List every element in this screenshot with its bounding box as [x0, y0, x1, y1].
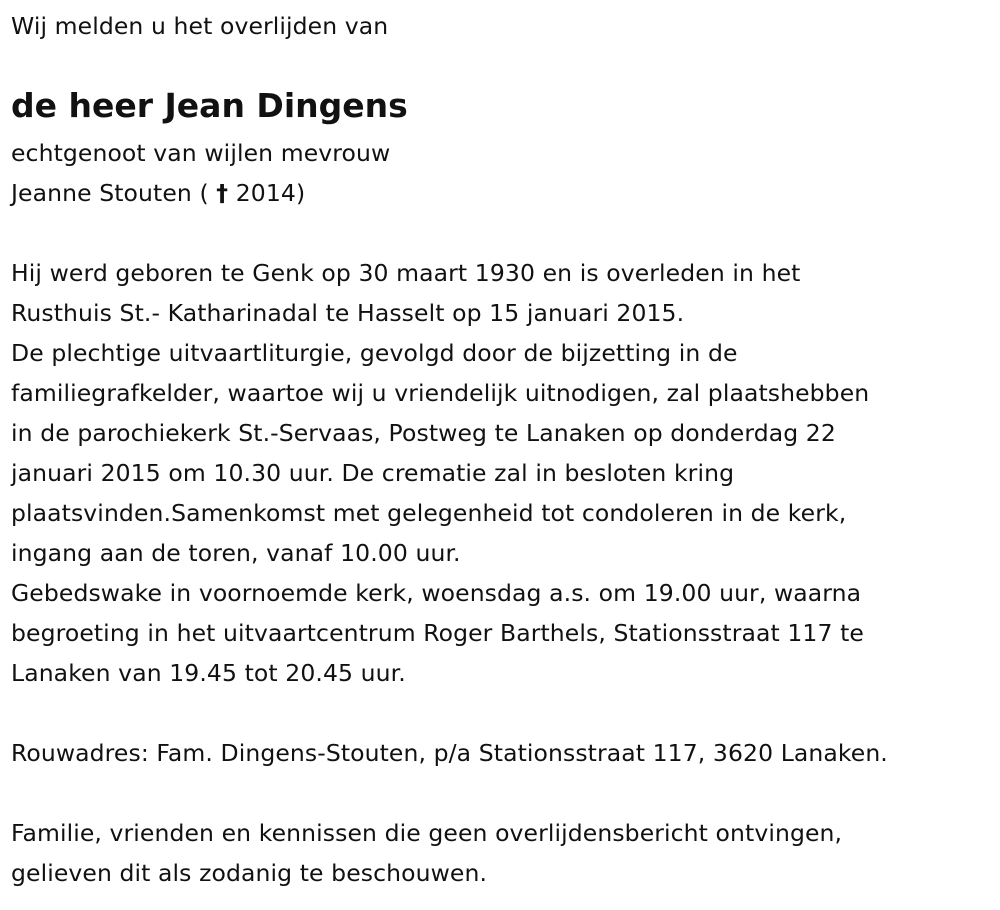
body-line: familiegrafkelder, waartoe wij u vriendelijk uitnodigen, zal plaatshebben	[11, 379, 870, 407]
spouse-name-line	[11, 173, 305, 213]
mourning-address: Rouwadres: Fam. Dingens-Stouten, p/a Stationsstraat 117, 3620 Lanaken.	[11, 739, 888, 767]
body-line: januari 2015 om 10.30 uur. De crematie zal in besloten kring	[11, 459, 735, 487]
body-line: plaatsvinden.Samenkomst met gelegenheid tot condoleren in de kerk,	[11, 499, 847, 527]
deceased-name: de heer Jean Dingens	[11, 86, 408, 125]
closing-line: Familie, vrienden en kennissen die geen overlijdensbericht ontvingen,	[11, 819, 843, 847]
spouse-description: echtgenoot van wijlen mevrouw	[11, 139, 391, 167]
body-line: Lanaken van 19.45 tot 20.45 uur.	[11, 659, 406, 687]
body-line: Gebedswake in voornoemde kerk, woensdag a.s. om 19.00 uur, waarna	[11, 579, 862, 607]
cross-icon: †	[216, 179, 229, 207]
spouse-death-year: 2014)	[235, 179, 306, 207]
body-line: begroeting in het uitvaartcentrum Roger Barthels, Stationsstraat 117 te	[11, 619, 864, 647]
body-line: Hij werd geboren te Genk op 30 maart 1930 en is overleden in het	[11, 259, 801, 287]
body-line: Rusthuis St.- Katharinadal te Hasselt op 15 januari 2015.	[11, 299, 685, 327]
closing-note	[11, 813, 842, 893]
body-line: in de parochiekerk St.-Servaas, Postweg te Lanaken op donderdag 22	[11, 419, 836, 447]
body-line: ingang aan de toren, vanaf 10.00 uur.	[11, 539, 461, 567]
closing-line: gelieven dit als zodanig te beschouwen.	[11, 859, 488, 887]
intro-text: Wij melden u het overlijden van	[11, 12, 389, 40]
body-line: De plechtige uitvaartliturgie, gevolgd door de bijzetting in de	[11, 339, 738, 367]
funeral-details	[11, 253, 869, 693]
spouse-name: Jeanne Stouten (	[11, 179, 209, 207]
